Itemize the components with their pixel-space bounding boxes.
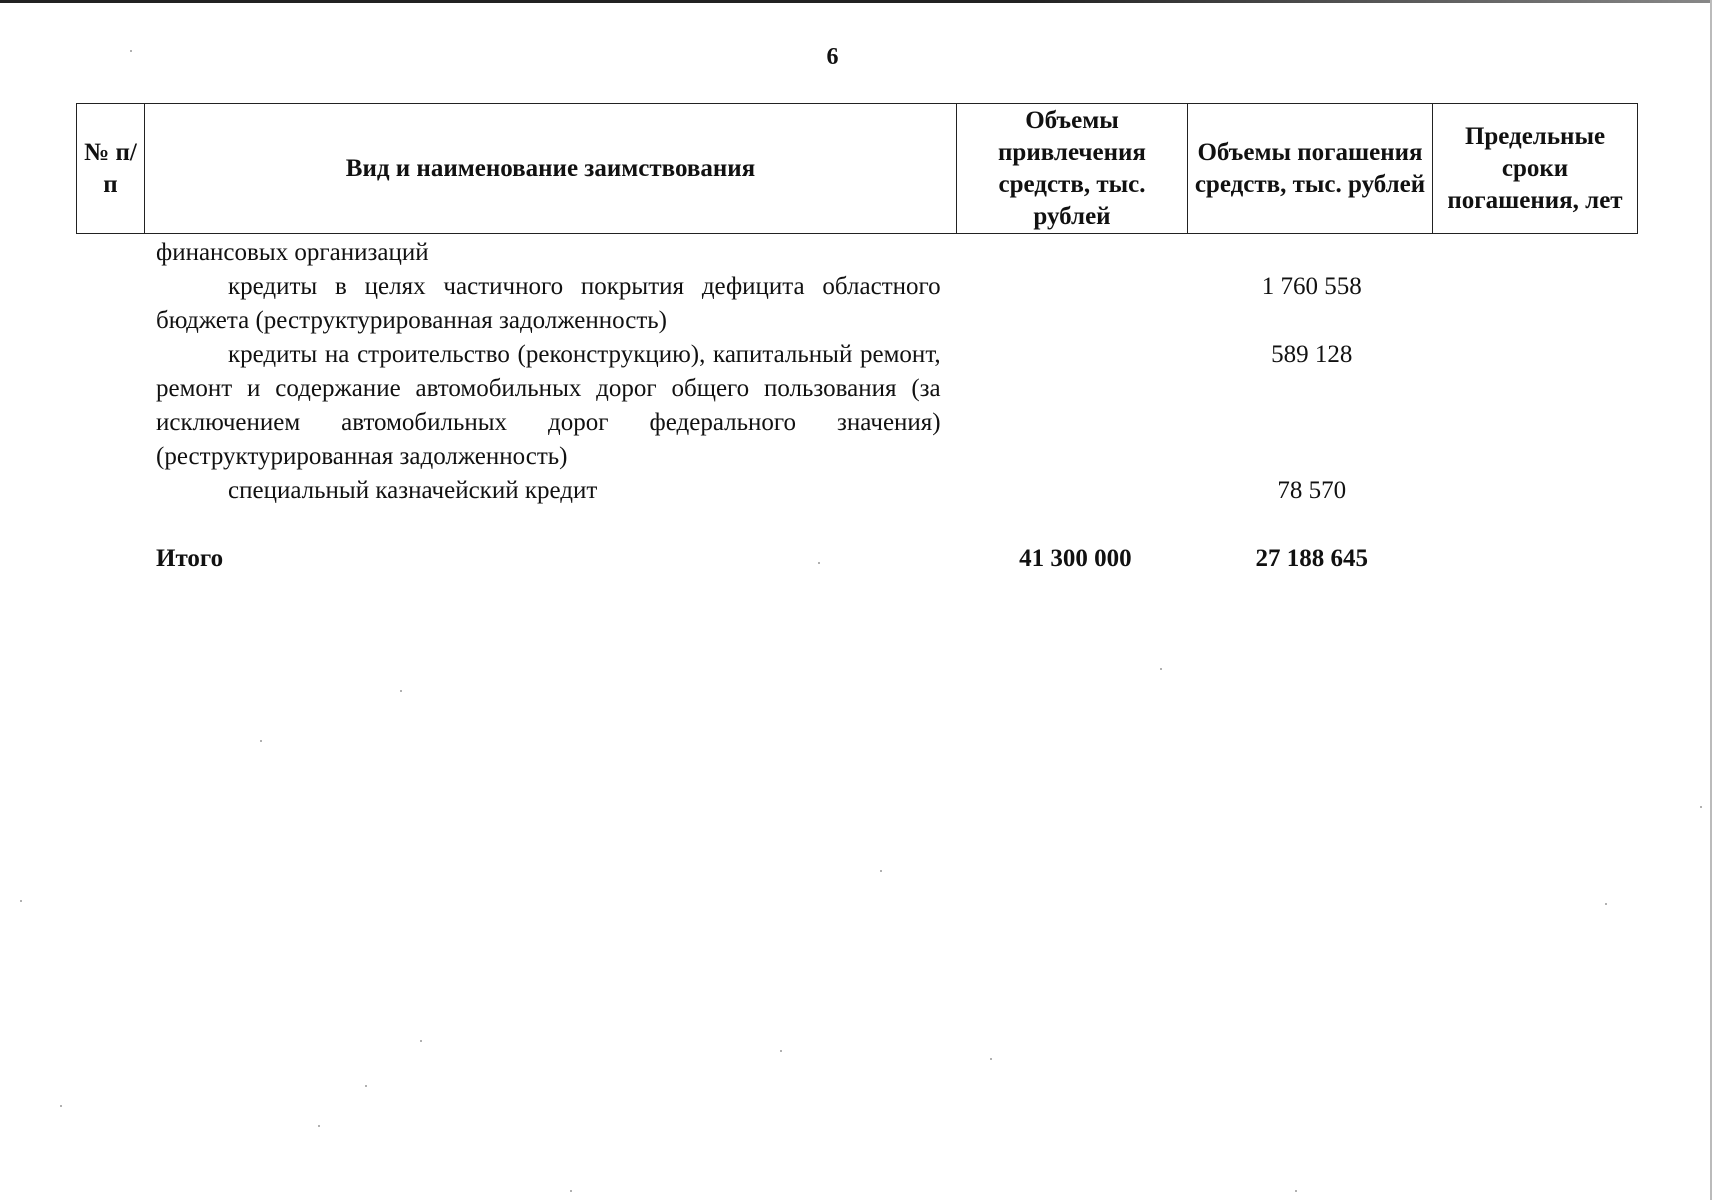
page-number: 6 bbox=[826, 44, 839, 70]
scan-speck bbox=[130, 50, 132, 52]
row-name: кредиты на строительство (реконструкцию), капитальный ремонт, ремонт и содержание автомобильных дорог общего пользования (за исключением автомобильных дорог федерального значения) (реструктурированная задолженность) bbox=[156, 341, 941, 470]
row-repay: 589 128 bbox=[1271, 341, 1353, 368]
scan-speck bbox=[1700, 806, 1702, 808]
row-attract bbox=[961, 270, 1190, 338]
scan-speck bbox=[1160, 668, 1162, 670]
total-repay: 27 188 645 bbox=[1255, 545, 1368, 572]
scan-speck bbox=[20, 900, 22, 902]
table-row bbox=[156, 236, 1637, 270]
scan-speck bbox=[400, 690, 402, 692]
scan-speck bbox=[1605, 903, 1607, 905]
scan-top-edge bbox=[0, 0, 1712, 3]
header-name: Вид и наименование заимствования bbox=[145, 104, 957, 234]
header-number: № п/п bbox=[77, 104, 145, 234]
borrowing-table-header bbox=[76, 103, 1638, 234]
scan-speck bbox=[260, 740, 262, 742]
scan-speck bbox=[990, 1058, 992, 1060]
row-term bbox=[1433, 236, 1637, 270]
scan-speck bbox=[365, 1085, 367, 1087]
row-term bbox=[1433, 270, 1637, 338]
row-repay: 1 760 558 bbox=[1261, 273, 1362, 300]
table-row bbox=[156, 270, 1637, 338]
scan-speck bbox=[880, 870, 882, 872]
row-name: кредиты в целях частичного покрытия дефицита областного бюджета (реструктурированная задолженность) bbox=[156, 273, 941, 334]
table-row bbox=[156, 338, 1637, 474]
header-attract-volume: Объемы привлечения средств, тыс. рублей bbox=[957, 104, 1188, 234]
total-attract: 41 300 000 bbox=[1019, 545, 1132, 572]
row-term bbox=[1433, 474, 1637, 508]
row-attract bbox=[961, 236, 1190, 270]
scan-speck bbox=[818, 562, 820, 564]
table-row bbox=[156, 474, 1637, 508]
scan-speck bbox=[60, 1105, 62, 1107]
row-repay: 78 570 bbox=[1277, 477, 1347, 504]
row-attract bbox=[961, 474, 1190, 508]
row-term bbox=[1433, 338, 1637, 474]
scan-speck bbox=[570, 1190, 572, 1192]
row-name: специальный казначейский кредит bbox=[228, 477, 598, 504]
scan-speck bbox=[318, 1125, 320, 1127]
total-label: Итого bbox=[156, 545, 224, 572]
borrowing-table-body bbox=[156, 236, 1637, 576]
row-repay bbox=[1190, 236, 1433, 270]
row-attract bbox=[961, 338, 1190, 474]
header-repay-volume: Объемы погашения средств, тыс. рублей bbox=[1188, 104, 1433, 234]
scan-speck bbox=[420, 1040, 422, 1042]
row-name: финансовых организаций bbox=[156, 239, 429, 266]
scan-speck bbox=[1295, 1190, 1297, 1192]
total-term bbox=[1433, 542, 1637, 576]
total-row bbox=[156, 542, 1637, 576]
scan-speck bbox=[780, 1050, 782, 1052]
header-term: Предельные сроки погашения, лет bbox=[1433, 104, 1638, 234]
